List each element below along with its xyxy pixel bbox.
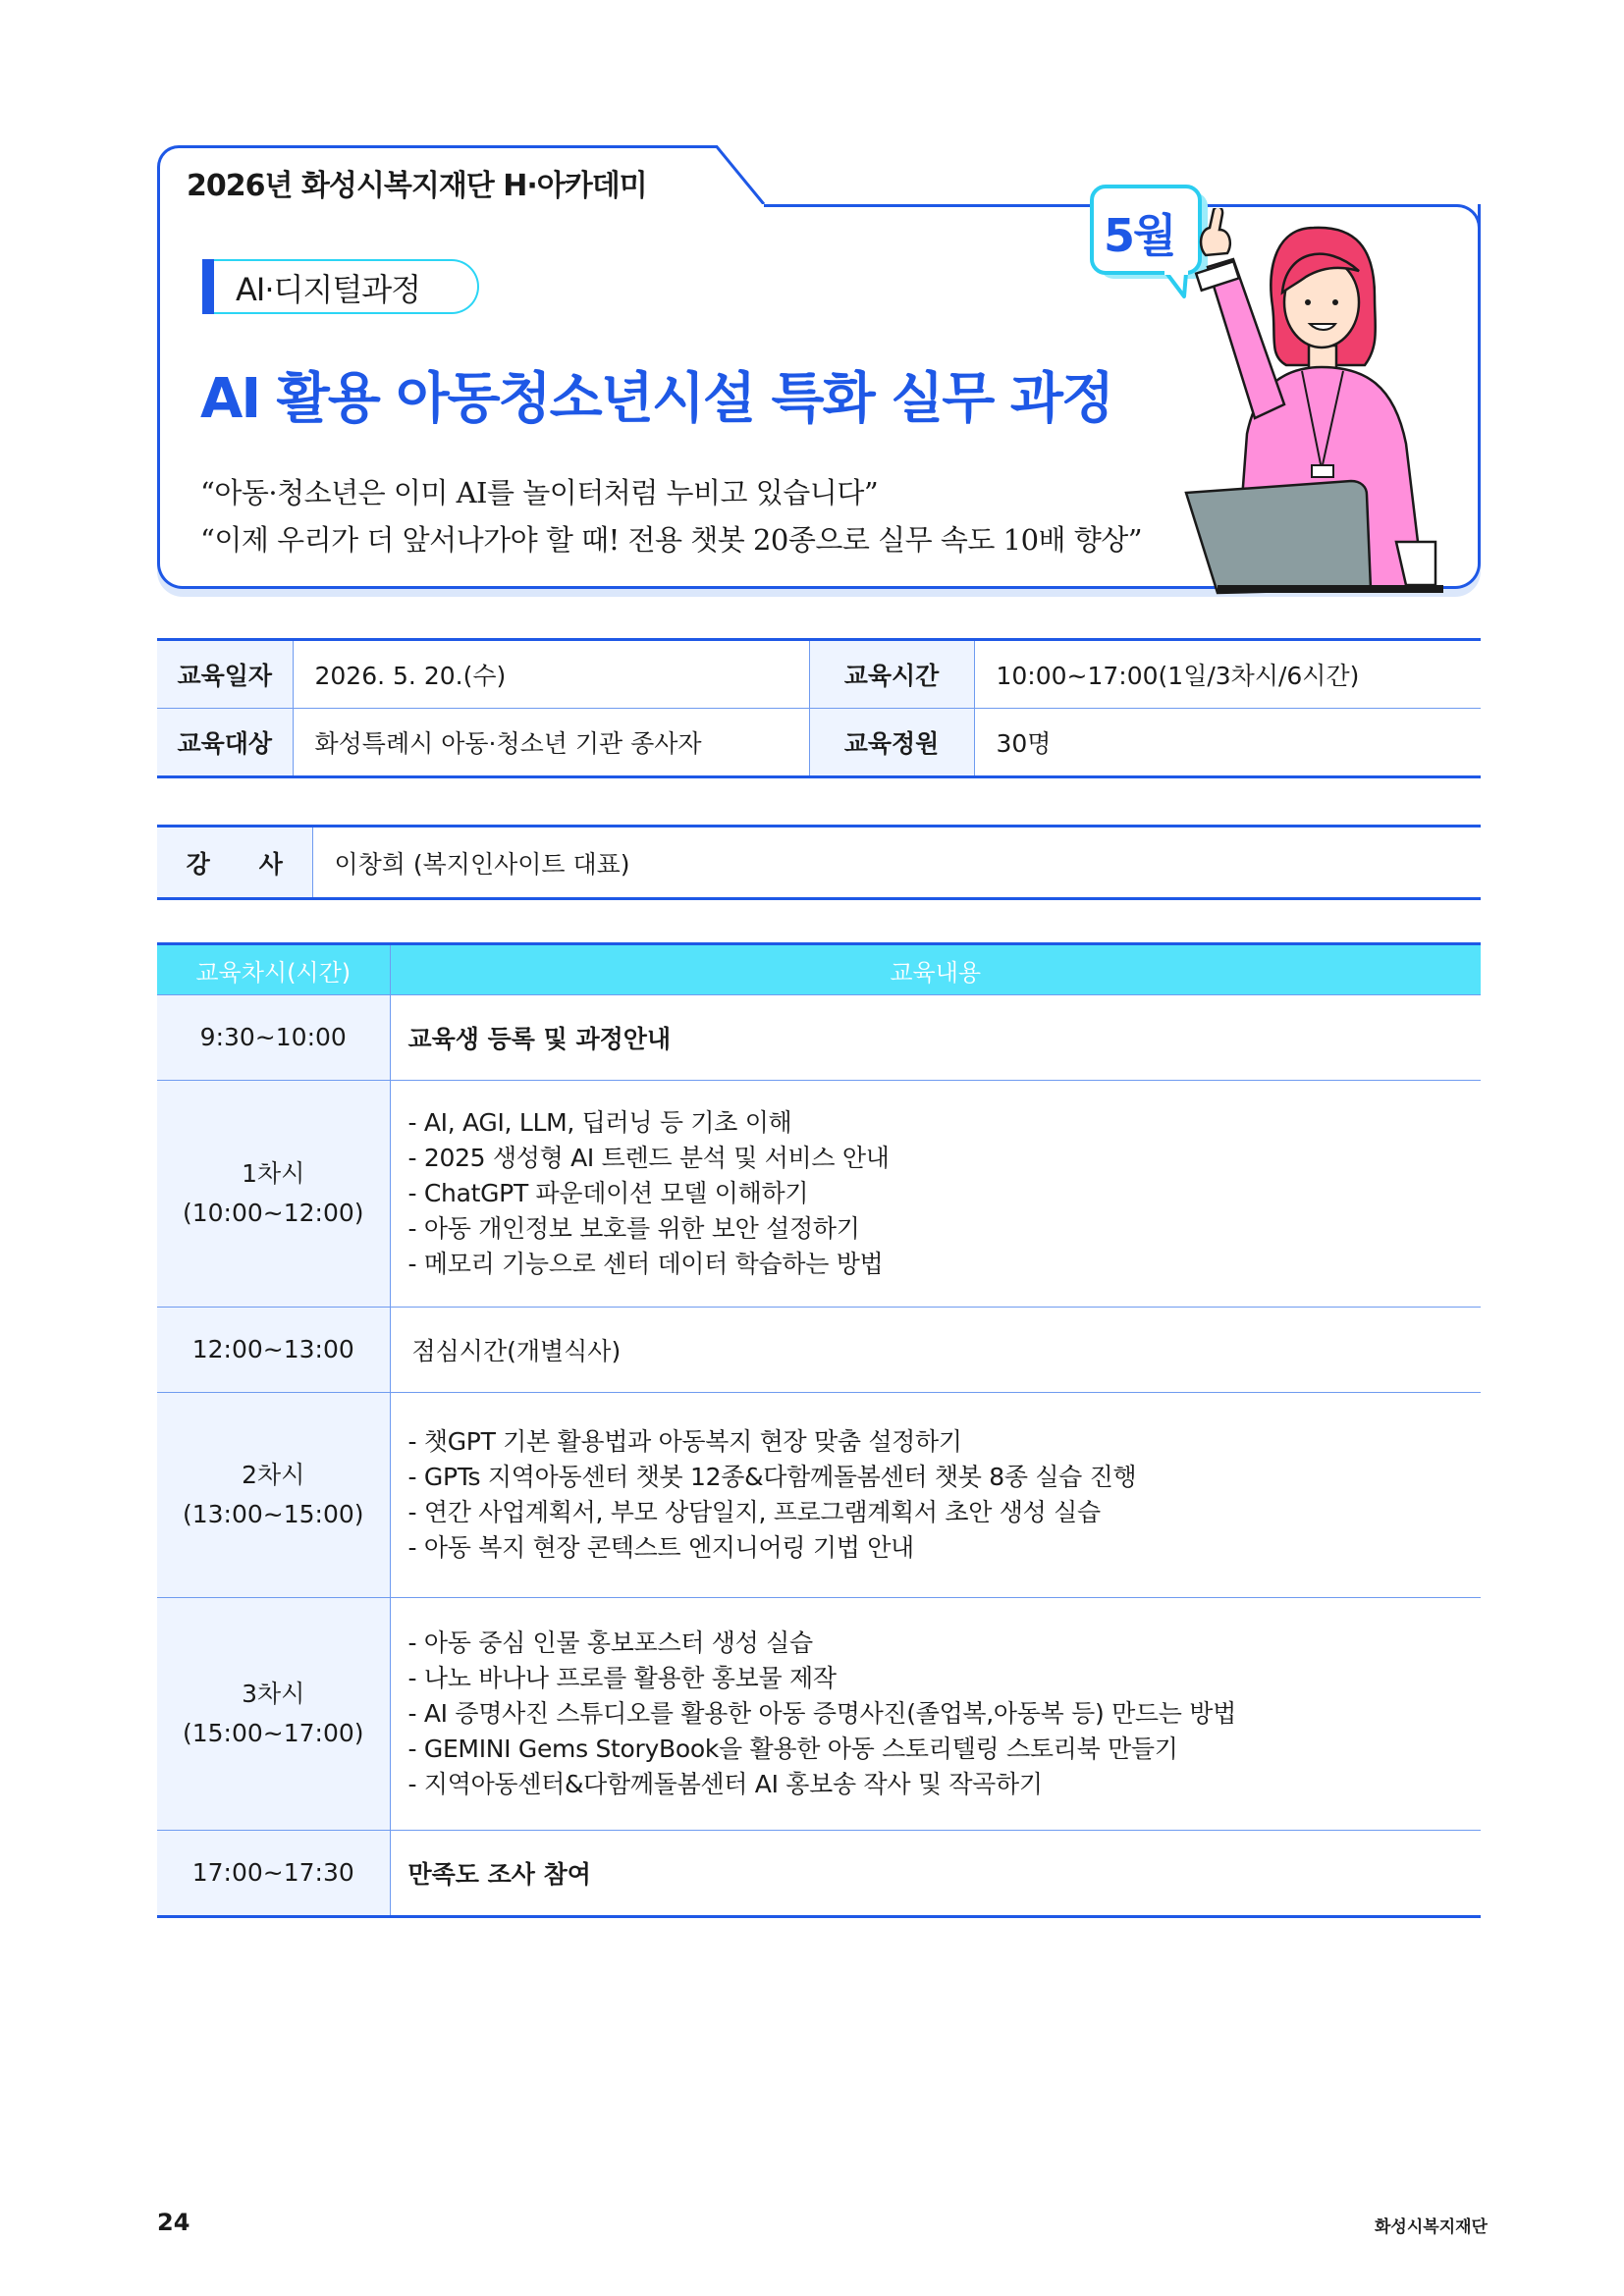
category-label: AI·디지털과정 (236, 271, 421, 308)
schedule-table (157, 942, 1481, 1918)
session-item-list (408, 1626, 1482, 1802)
woman-with-laptop-illustration (1178, 208, 1483, 597)
list-item: - AI 증명사진 스튜디오를 활용한 아동 증명사진(졸업복,아동복 등) 만드는 방법 (407, 1699, 1236, 1728)
schedule-header-content: 교육내용 (390, 944, 1481, 995)
capacity-value: 30명 (974, 709, 1481, 777)
time-label: 교육시간 (809, 640, 974, 709)
instructor-row (157, 827, 1481, 899)
capacity-label: 교육정원 (809, 709, 974, 777)
info-row-date-time (157, 640, 1481, 709)
schedule-row-lunch (157, 1308, 1481, 1393)
header-tab-slant (687, 145, 766, 206)
footer-organization: 화성시복지재단 (1375, 2217, 1488, 2237)
course-info-table (157, 638, 1481, 778)
schedule-content (390, 1081, 1481, 1308)
instructor-value: 이창희 (복지인사이트 대표) (312, 827, 1481, 899)
schedule-content (390, 1393, 1481, 1598)
list-item: - 메모리 기능으로 센터 데이터 학습하는 방법 (407, 1250, 884, 1278)
schedule-time (157, 1081, 390, 1308)
session-time: (10:00~12:00) (182, 1199, 364, 1227)
target-label: 교육대상 (157, 709, 293, 777)
session-number: 2차시 (242, 1461, 305, 1489)
academy-title: 2026년 화성시복지재단 H·아카데미 (187, 169, 647, 203)
list-item: - AI, AGI, LLM, 딥러닝 등 기초 이해 (407, 1108, 792, 1137)
schedule-content: 점심시간(개별식사) (390, 1308, 1481, 1393)
schedule-time (157, 1598, 390, 1831)
session-item-list (408, 1424, 1482, 1566)
schedule-row-session-1 (157, 1081, 1481, 1308)
instructor-table (157, 825, 1481, 900)
list-item: - ChatGPT 파운데이션 모델 이해하기 (407, 1179, 809, 1207)
list-item: - GPTs 지역아동센터 챗봇 12종&다함께돌봄센터 챗봇 8종 실습 진행 (407, 1463, 1137, 1491)
schedule-header-session: 교육차시(시간) (157, 944, 390, 995)
schedule-content: 교육생 등록 및 과정안내 (390, 995, 1481, 1081)
instructor-label: 강 사 (157, 827, 312, 899)
page-number: 24 (157, 2209, 190, 2236)
schedule-header-row (157, 944, 1481, 995)
schedule-row-survey (157, 1831, 1481, 1917)
info-row-target-capacity (157, 709, 1481, 777)
session-item-list (408, 1105, 1482, 1282)
schedule-time: 17:00~17:30 (157, 1831, 390, 1917)
month-badge: 5월 (1104, 209, 1175, 262)
schedule-time (157, 1393, 390, 1598)
date-value: 2026. 5. 20.(수) (293, 640, 809, 709)
schedule-content: 만족도 조사 참여 (390, 1831, 1481, 1917)
schedule-row-registration (157, 995, 1481, 1081)
time-value: 10:00~17:00(1일/3차시/6시간) (974, 640, 1481, 709)
target-value: 화성특례시 아동·청소년 기관 종사자 (293, 709, 809, 777)
list-item: - 2025 생성형 AI 트렌드 분석 및 서비스 안내 (407, 1144, 890, 1172)
list-item: - 아동 중심 인물 홍보포스터 생성 실습 (407, 1629, 813, 1657)
date-label: 교육일자 (157, 640, 293, 709)
list-item: - GEMINI Gems StoryBook을 활용한 아동 스토리텔링 스토리북 만들기 (407, 1735, 1178, 1763)
session-time: (15:00~17:00) (182, 1719, 364, 1747)
schedule-time: 9:30~10:00 (157, 995, 390, 1081)
list-item: - 아동 복지 현장 콘텍스트 엔지니어링 기법 안내 (407, 1533, 914, 1562)
list-item: - 지역아동센터&다함께돌봄센터 AI 홍보송 작사 및 작곡하기 (407, 1770, 1043, 1798)
list-item: - 나노 바나나 프로를 활용한 홍보물 제작 (407, 1664, 837, 1692)
quote-1: “아동·청소년은 이미 AI를 놀이터처럼 누비고 있습니다” (200, 476, 879, 509)
session-time: (13:00~15:00) (182, 1500, 364, 1528)
schedule-row-session-3 (157, 1598, 1481, 1831)
quote-2: “이제 우리가 더 앞서나가야 할 때! 전용 챗봇 20종으로 실무 속도 10배 향상” (200, 523, 1143, 557)
category-bar (202, 259, 214, 314)
session-number: 3차시 (242, 1680, 305, 1708)
schedule-content (390, 1598, 1481, 1831)
schedule-row-session-2 (157, 1393, 1481, 1598)
course-title: AI 활용 아동청소년시설 특화 실무 과정 (200, 367, 1113, 431)
schedule-time: 12:00~13:00 (157, 1308, 390, 1393)
list-item: - 아동 개인정보 보호를 위한 보안 설정하기 (407, 1214, 860, 1243)
list-item: - 챗GPT 기본 활용법과 아동복지 현장 맞춤 설정하기 (407, 1427, 962, 1456)
list-item: - 연간 사업계획서, 부모 상담일지, 프로그램계획서 초안 생성 실습 (407, 1498, 1101, 1526)
session-number: 1차시 (242, 1159, 305, 1188)
